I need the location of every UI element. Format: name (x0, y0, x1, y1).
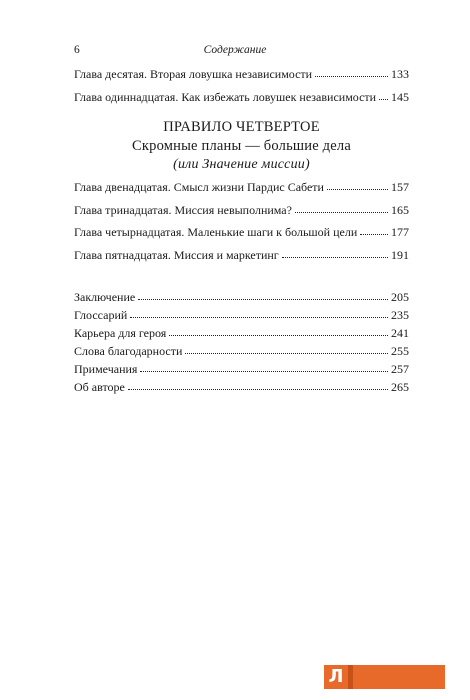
toc-entry-title: Глава четырнадцатая. Маленькие шаги к большой цели (74, 225, 358, 239)
toc-entry-title: Глава одиннадцатая. Как избежать ловушек независимости (74, 90, 377, 104)
publisher-logo-banner (353, 665, 445, 689)
toc-entry-title: Глава десятая. Вторая ловушка независимости (74, 67, 313, 81)
toc-leader-dots (327, 186, 388, 190)
toc-entry (74, 203, 409, 217)
toc-leader-dots (140, 368, 388, 372)
toc-leader-dots (379, 96, 388, 100)
page-number: 6 (74, 44, 80, 56)
toc-entry-page: 145 (391, 90, 409, 104)
toc-entry-title: Глава тринадцатая. Миссия невыполнима? (74, 203, 292, 217)
page-header (74, 44, 396, 62)
publisher-logo-icon: Л (324, 665, 348, 689)
toc-leader-dots (360, 231, 388, 235)
toc-entry-page: 257 (391, 362, 409, 376)
toc-entry-page: 235 (391, 308, 409, 322)
part-alt-title: (или Значение миссии) (173, 157, 310, 172)
toc-entry (74, 290, 409, 304)
toc-entry-title: Глава двенадцатая. Смысл жизни Пардис Сабети (74, 180, 324, 194)
toc-leader-dots (169, 332, 388, 336)
toc-entry-page: 177 (391, 225, 409, 239)
toc-entry-title: Глоссарий (74, 308, 128, 322)
toc-entry-page: 255 (391, 344, 409, 358)
part-subtitle: Скромные планы — большие дела (132, 138, 351, 154)
toc-entry (74, 180, 409, 194)
toc-leader-dots (282, 254, 388, 258)
running-title: Содержание (203, 44, 267, 56)
toc-entry (74, 225, 409, 239)
toc-entry-title: Об авторе (74, 380, 125, 394)
part-title: ПРАВИЛО ЧЕТВЕРТОЕ (163, 119, 320, 135)
toc-entry-page: 165 (391, 203, 409, 217)
toc-entry-page: 191 (391, 248, 409, 262)
toc-entry-title: Слова благодарности (74, 344, 183, 358)
toc-entry (74, 308, 409, 322)
toc-entry-title: Глава пятнадцатая. Миссия и маркетинг (74, 248, 279, 262)
toc-entry-title: Карьера для героя (74, 326, 167, 340)
toc-entry (74, 67, 409, 81)
toc-entry (74, 90, 409, 104)
toc-entry-page: 133 (391, 67, 409, 81)
toc-entry-title: Примечания (74, 362, 138, 376)
toc-entry (74, 344, 409, 358)
toc-leader-dots (138, 296, 388, 300)
toc-leader-dots (315, 73, 388, 77)
toc-entry-page: 265 (391, 380, 409, 394)
toc-entry (74, 362, 409, 376)
toc-leader-dots (295, 209, 388, 213)
toc-entry-page: 241 (391, 326, 409, 340)
toc-leader-dots (185, 350, 388, 354)
toc-entry (74, 248, 409, 262)
toc-entry-page: 157 (391, 180, 409, 194)
toc-leader-dots (128, 386, 388, 390)
toc-entry-title: Заключение (74, 290, 136, 304)
toc-leader-dots (130, 314, 388, 318)
toc-entry-page: 205 (391, 290, 409, 304)
toc-entry (74, 380, 409, 394)
toc-entry (74, 326, 409, 340)
